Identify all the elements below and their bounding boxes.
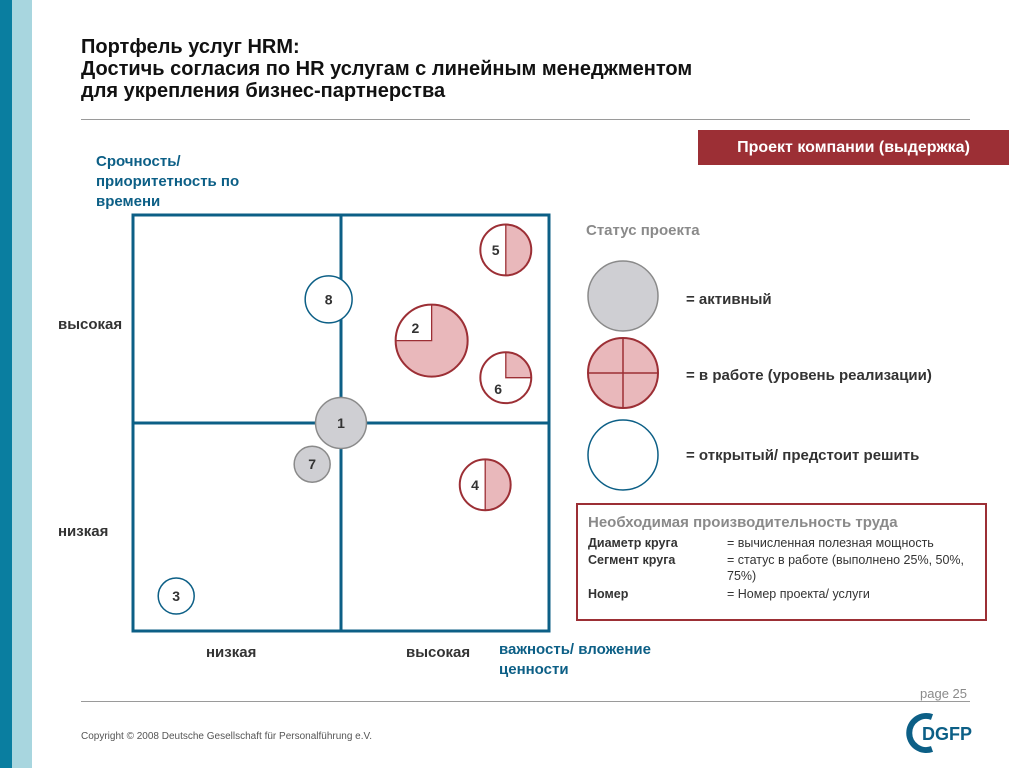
- project-number-5: 5: [491, 241, 500, 258]
- title-line-2: Достичь согласия по HR услугам с линейным менеджментом: [81, 58, 693, 80]
- info-value-number: = Номер проекта/ услуги: [727, 587, 870, 601]
- y-axis-high-label: высокая: [58, 316, 123, 333]
- info-key-diameter: Диаметр круга: [588, 536, 678, 550]
- x-axis-low-label: низкая: [206, 644, 257, 661]
- project-bubble-8: [305, 276, 352, 323]
- info-value-segment: = статус в работе (выполнено 25%, 50%, 75%): [727, 553, 965, 583]
- project-bubble-2: [396, 305, 468, 377]
- project-number-3: 3: [172, 588, 181, 605]
- footer-rule: [81, 701, 970, 702]
- info-key-segment: Сегмент круга: [588, 553, 676, 567]
- project-number-6: 6: [494, 381, 503, 398]
- legend-active-text: = активный: [686, 291, 772, 308]
- company-project-badge: Проект компании (выдержка): [698, 130, 1009, 165]
- logo-text: DGFP: [922, 724, 973, 744]
- project-bubble-4: [460, 459, 511, 510]
- legend-work-circle: [588, 338, 658, 408]
- legend-open-circle-shape: [588, 420, 658, 490]
- project-bubble-5-segment: [506, 225, 531, 276]
- status-legend-title: Статус проекта: [586, 222, 700, 239]
- x-axis-high-label: высокая: [406, 644, 471, 661]
- project-bubble-7: [294, 446, 330, 482]
- y-axis-title: Срочность/ приоритетность по времени: [96, 153, 240, 210]
- legend-circles: [588, 261, 658, 490]
- project-bubble-3: [158, 578, 194, 614]
- legend-open-circle: [588, 420, 658, 490]
- y-axis-low-label: низкая: [58, 523, 109, 540]
- legend-open-text: = открытый/ предстоит решить: [686, 447, 920, 464]
- legend-active-circle-shape: [588, 261, 658, 331]
- project-bubble-1: [316, 398, 367, 449]
- project-number-2: 2: [411, 320, 420, 336]
- dgfp-logo: [902, 708, 974, 756]
- project-number-4: 4: [471, 476, 479, 493]
- legend-work-text: = в работе (уровень реализации): [686, 367, 932, 384]
- info-box: [576, 503, 987, 621]
- project-bubble-5: [480, 225, 531, 276]
- info-value-diameter: = вычисленная полезная мощность: [727, 536, 934, 550]
- project-bubble-6: [480, 352, 531, 403]
- page-number: page 25: [920, 686, 967, 701]
- project-bubble-4-segment: [485, 459, 510, 510]
- project-number-8: 8: [324, 291, 333, 308]
- x-axis-title: важность/ вложение ценности: [499, 641, 651, 678]
- info-key-number: Номер: [588, 587, 629, 601]
- legend-active-circle: [588, 261, 658, 331]
- project-number-7: 7: [308, 456, 317, 473]
- project-bubbles: [158, 225, 531, 615]
- title-line-3: для укрепления бизнес-партнерства: [81, 80, 446, 102]
- project-number-1: 1: [337, 415, 345, 431]
- title-line-1: Портфель услуг HRM:: [81, 36, 300, 58]
- info-box-title: Необходимая производительность труда: [588, 514, 898, 531]
- copyright-text: Copyright © 2008 Deutsche Gesellschaft für Personalführung e.V.: [81, 731, 373, 742]
